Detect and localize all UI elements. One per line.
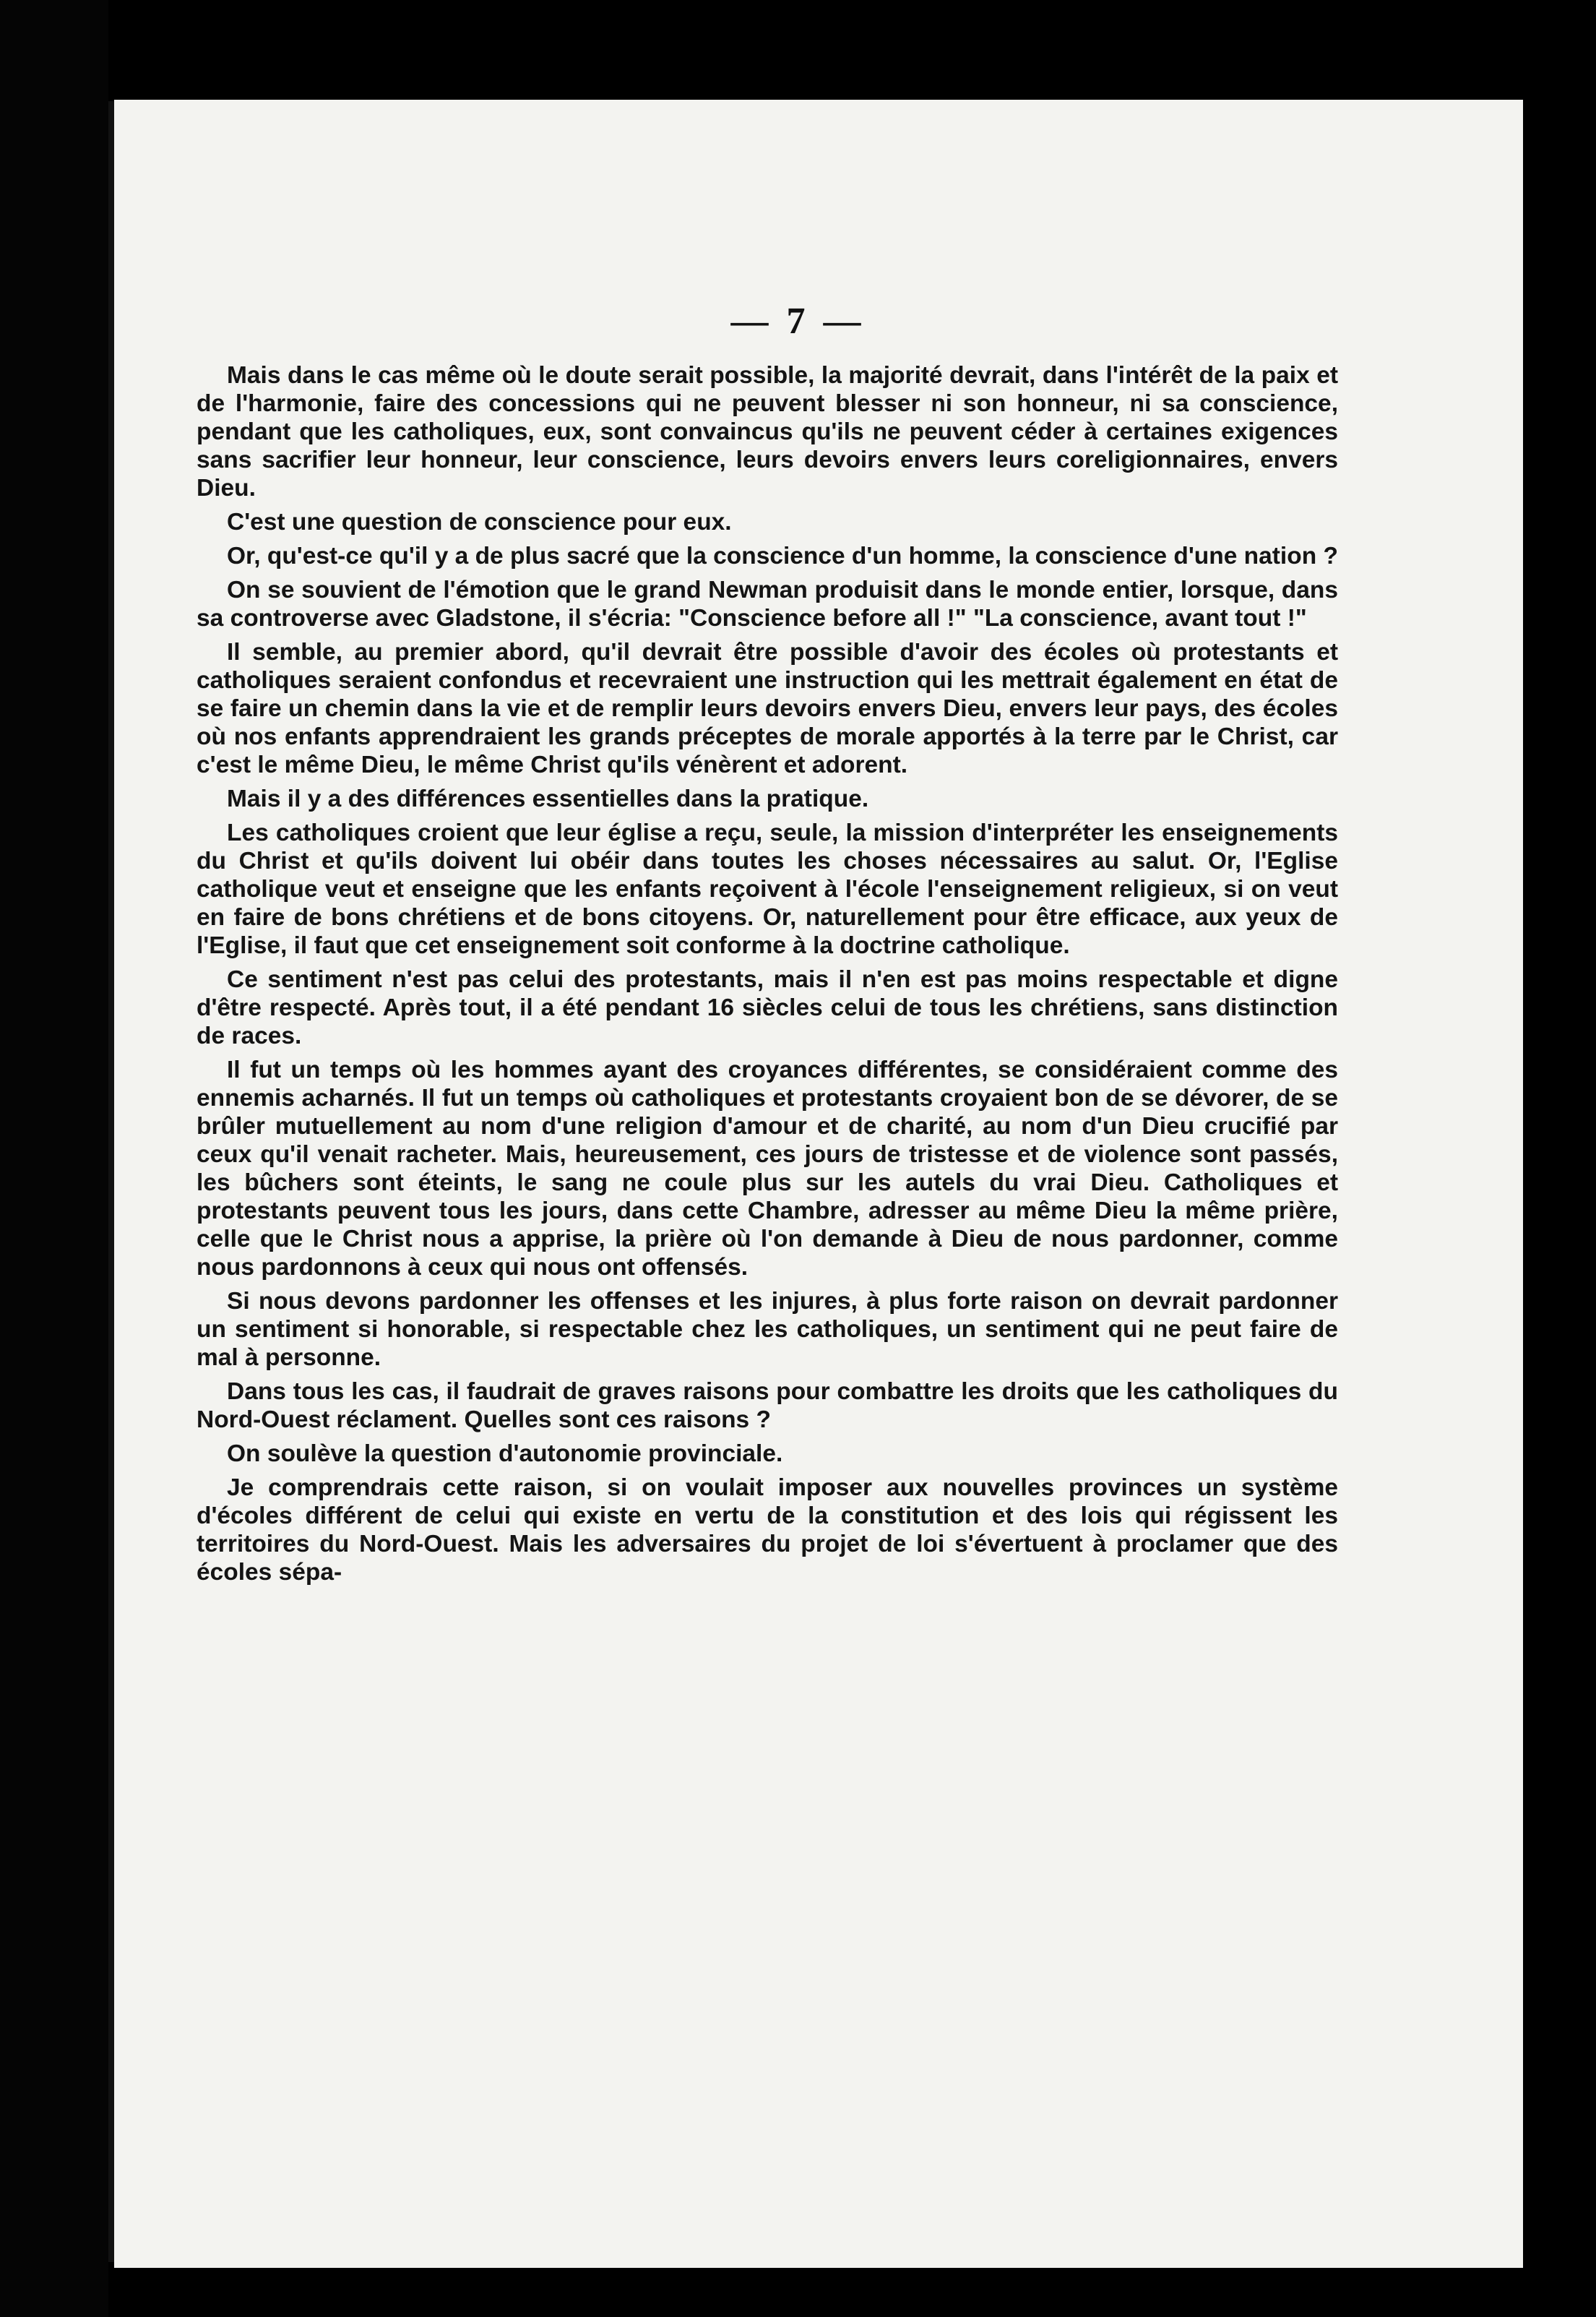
paragraph: Dans tous les cas, il faudrait de graves raisons pour combattre les droits que les catholiques du Nord-Ouest réclament. Quelles sont ces raisons ? (197, 1378, 1338, 1433)
paragraph: Si nous devons pardonner les offenses et les injures, à plus forte raison on devrait pardonner un sentiment si honorable, si respectable chez les catholiques, un sentiment qui ne peut faire de mal à personne. (197, 1288, 1338, 1371)
paragraph: Ce sentiment n'est pas celui des protestants, mais il n'en est pas moins respectable et digne d'être respecté. Après tout, il a été pendant 16 siècles celui de tous les chrétiens, sans distinction de races. (197, 966, 1338, 1049)
paragraph: Les catholiques croient que leur église a reçu, seule, la mission d'interpréter les enseignements du Christ et qu'ils doivent lui obéir dans toutes les choses nécessaires au salut. Or, l'Eglise catholique veut et enseigne que les enfants reçoivent à l'école l'enseignement religieux, si on veut en faire de bons chrétiens et de bons citoyens. Or, naturellement pour être efficace, aux yeux de l'Eglise, il faut que cet enseignement soit conforme à la doctrine catholique. (197, 820, 1338, 959)
paragraph: On se souvient de l'émotion que le grand Newman produisit dans le monde entier, lorsque, dans sa controverse avec Gladstone, il s'écria: "Conscience before all !" "La conscience, avant tout !" (197, 577, 1338, 632)
scan-margin (0, 0, 108, 2317)
paragraph: Il fut un temps où les hommes ayant des croyances différentes, se considéraient comme des ennemis acharnés. Il fut un temps où catholiques et protestants croyaient bon de se dévorer, de se brûler mutuellement au nom d'une religion d'amour et de charité, au nom d'un Dieu crucifié par ceux qu'il venait racheter. Mais, heureusement, ces jours de tristesse et de violence sont passés, les bûchers sont éteints, le sang ne coule plus sur les autels du vrai Dieu. Catholiques et protestants peuvent tous les jours, dans cette Chambre, adresser au même Dieu la même prière, celle que le Christ nous a apprise, la prière où l'on demande à Dieu de nous pardonner, comme nous pardonnons à ceux qui nous ont offensés. (197, 1057, 1338, 1281)
document-body (197, 361, 1338, 1592)
paragraph: Or, qu'est-ce qu'il y a de plus sacré que la conscience d'un homme, la conscience d'une nation ? (227, 543, 1338, 569)
paragraph: Mais dans le cas même où le doute serait possible, la majorité devrait, dans l'intérêt de la paix et de l'harmonie, faire des concessions qui ne peuvent blesser ni son honneur, ni sa conscience, pendant que les catholiques, eux, sont convaincus qu'ils ne peuvent céder à certaines exigences sans sacrifier leur honneur, leur conscience, leurs devoirs envers leurs coreligionnaires, envers Dieu. (197, 362, 1338, 502)
page-number: — 7 — (730, 301, 866, 342)
paragraph: Mais il y a des différences essentielles dans la pratique. (227, 786, 869, 812)
paragraph: C'est une question de conscience pour eux. (227, 509, 732, 536)
paragraph: Il semble, au premier abord, qu'il devrait être possible d'avoir des écoles où protestants et catholiques seraient confondus et recevraient une instruction qui les mettrait également en état de se faire un chemin dans la vie et de remplir leurs devoirs envers Dieu, envers leur pays, des écoles où nos enfants apprendraient les grands préceptes de morale apportés à la terre par le Christ, car c'est le même Dieu, le même Christ qu'ils vénèrent et adorent. (197, 639, 1338, 778)
paragraph: Je comprendrais cette raison, si on voulait imposer aux nouvelles provinces un système d'écoles différent de celui qui existe en vertu de la constitution et des lois qui régissent les territoires du Nord-Ouest. Mais les adversaires du projet de loi s'évertuent à proclamer que des écoles sépa- (197, 1474, 1338, 1586)
paragraph: On soulève la question d'autonomie provinciale. (227, 1440, 783, 1467)
